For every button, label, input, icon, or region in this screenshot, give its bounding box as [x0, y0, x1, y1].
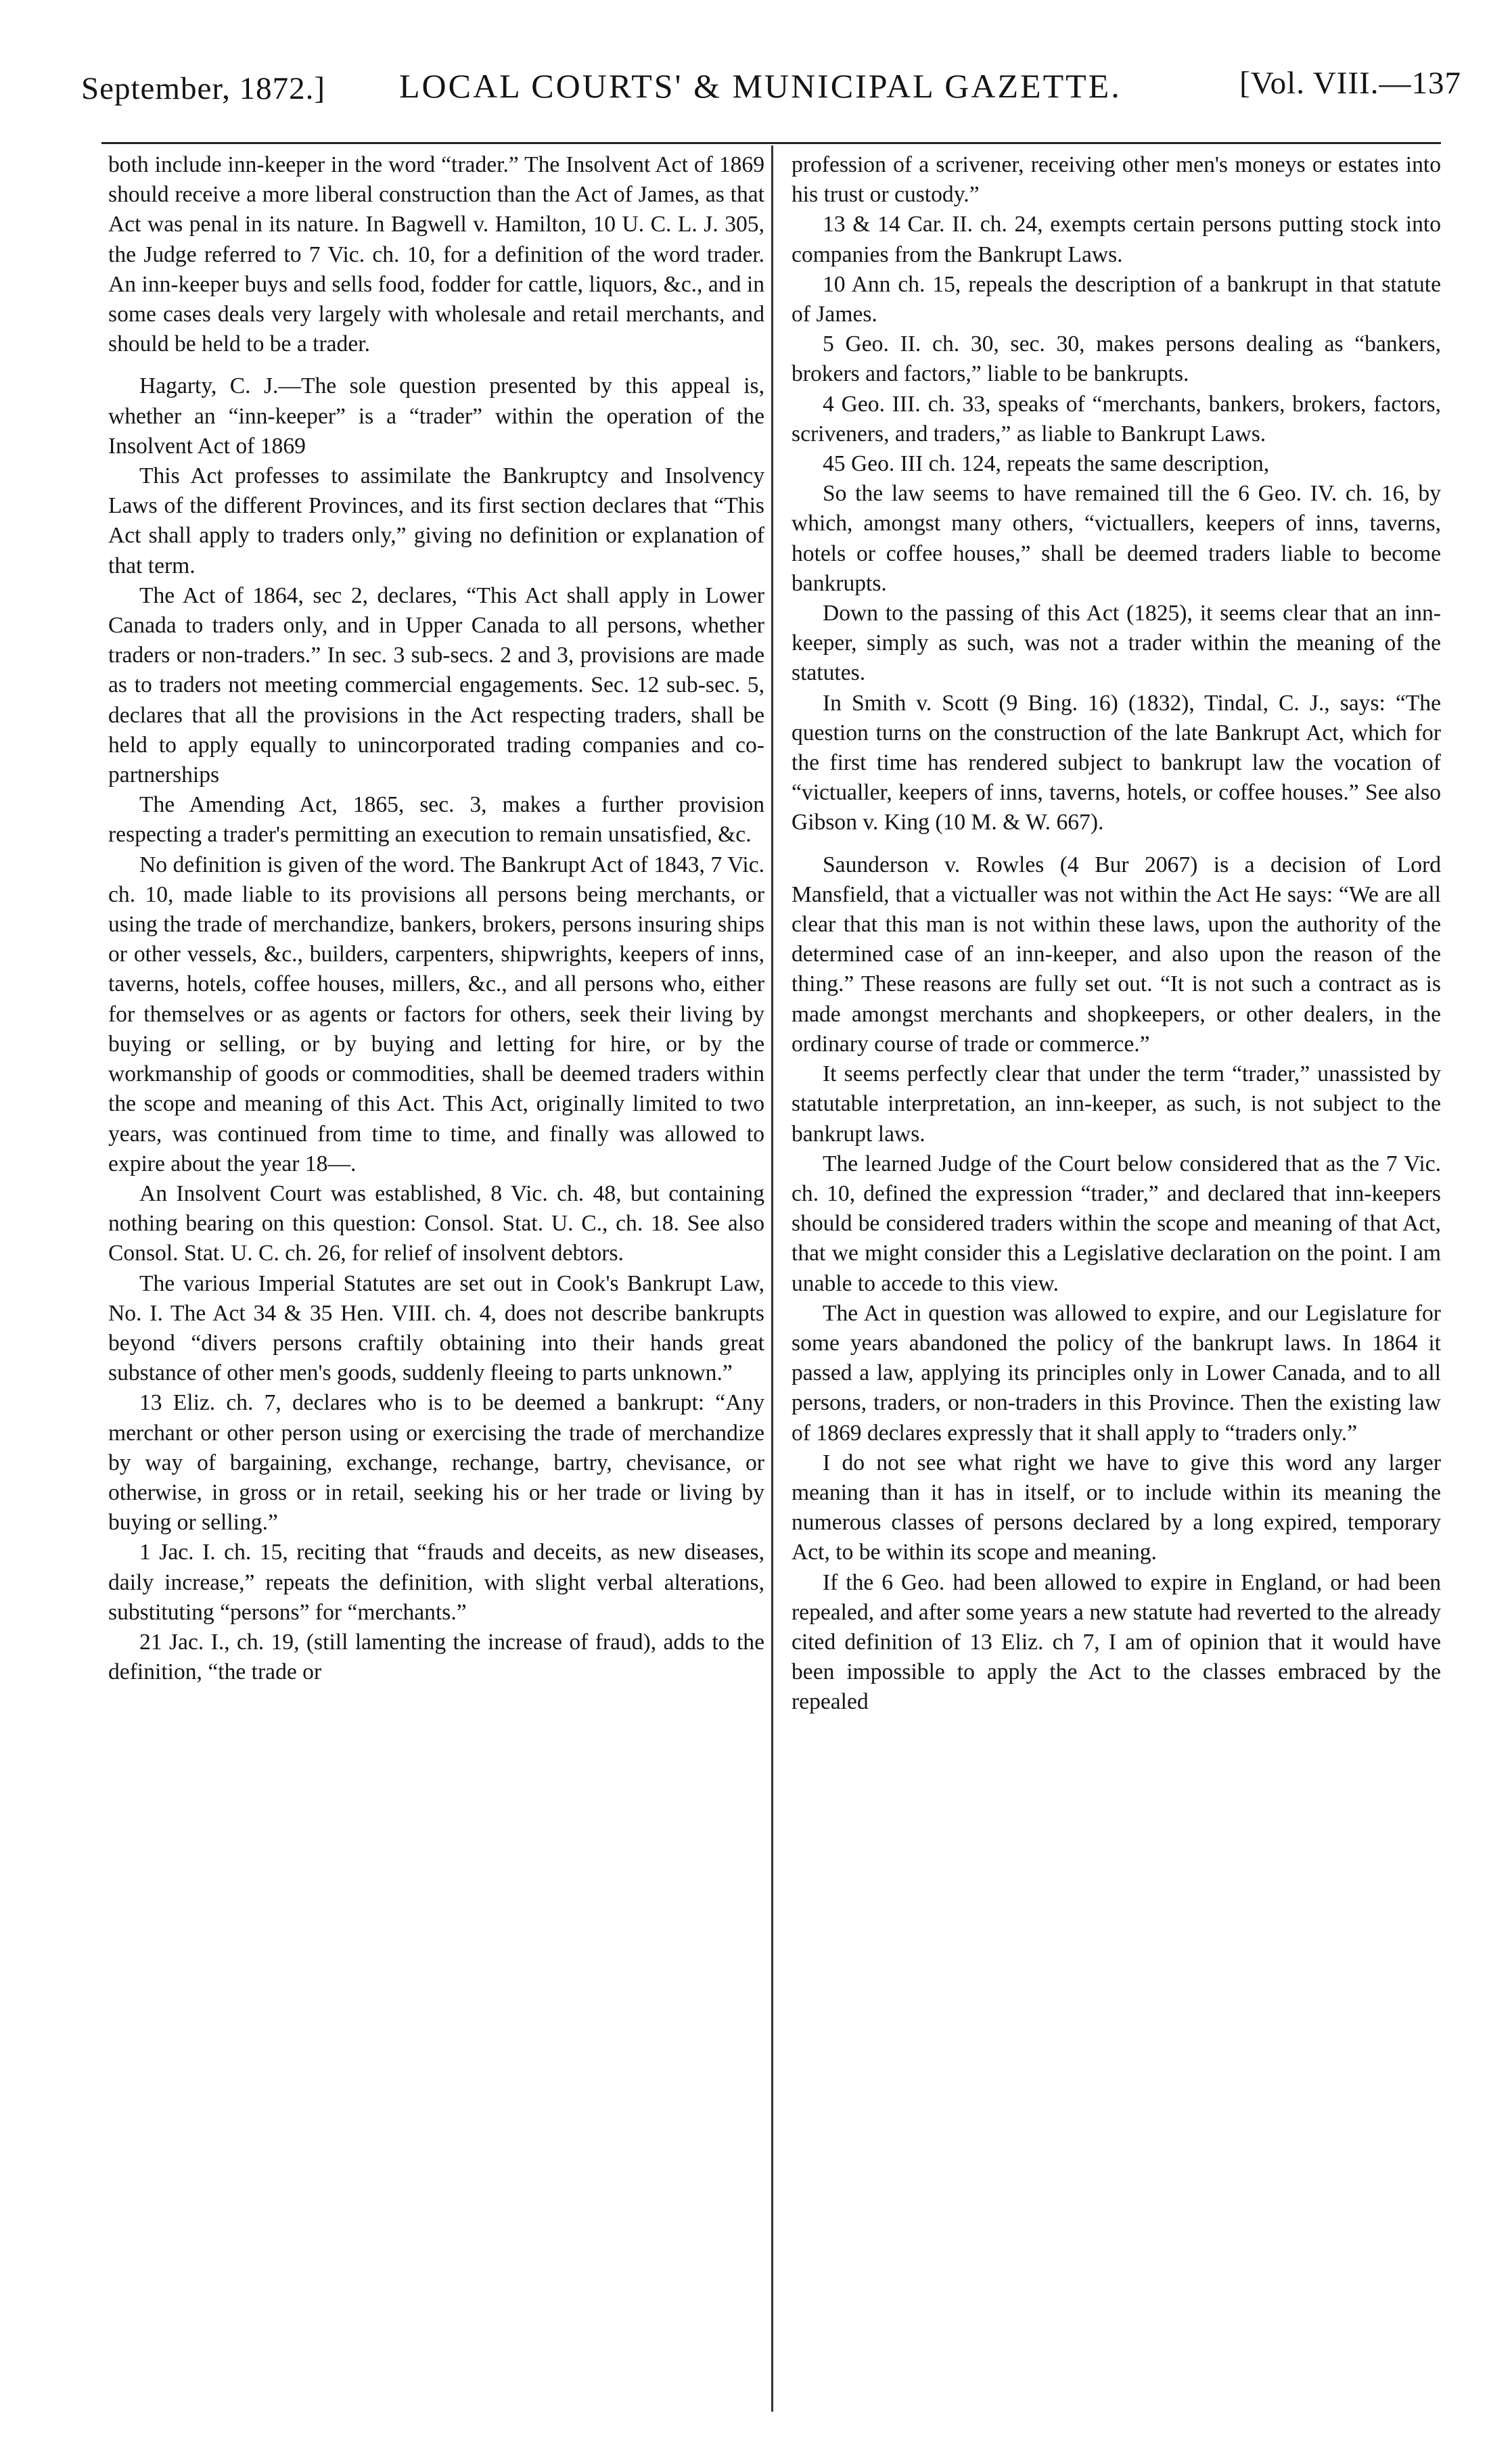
paragraph: I do not see what right we have to give this word any larger meaning than it has in itself, or to include within its meaning the numerous classes of persons declared by a long expired, temporary Act, to be within its scope and meaning.	[792, 1450, 1441, 1565]
paragraph: Saunderson v. Rowles (4 Bur 2067) is a decision of Lord Mansfield, that a victualler was not within the Act He says: “We are all clear that this man is not within these laws, upon the authority of the determined case of an inn-keeper, and also upon the reason of the thing.” These reasons are fully set out. “It is not such a contract as is made amongst merchants and shopkeepers, or other dealers, in the ordinary course of trade or commerce.”	[792, 852, 1441, 1057]
header-title: LOCAL COURTS' & MUNICIPAL GAZETTE.	[399, 67, 1122, 105]
paragraph: In Smith v. Scott (9 Bing. 16) (1832), Tindal, C. J., says: “The question turns on the construction of the late Bankrupt Act, which for the first time has rendered subject to bankrupt law the vocation of “victualler, keepers of inns, taverns, hotels, or coffee houses.” See also Gibson v. King (10 M. & W. 667).	[792, 690, 1441, 835]
paragraph: The learned Judge of the Court below considered that as the 7 Vic. ch. 10, defined the expression “trader,” and declared that inn-keepers should be considered traders within the scope and meaning of that Act, that we might consider this a Legislative declaration on the point. I am unable to accede to this view.	[792, 1151, 1441, 1296]
paragraph: This Act professes to assimilate the Bankruptcy and Insolvency Laws of the different Provinces, and its first section declares that “This Act shall apply to traders only,” giving no definition or explanation of that term.	[108, 463, 764, 578]
header-rule	[101, 142, 1441, 144]
paragraph: The Act of 1864, sec 2, declares, “This Act shall apply in Lower Canada to traders only, and in Upper Canada to all persons, whether traders or non-traders.” In sec. 3 sub-secs. 2 and 3, provisions are made as to traders not meeting commercial engagements. Sec. 12 sub-sec. 5, declares that all the provisions in the Act respecting traders, shall be held to apply equally to unincorporated trading companies and co-partnerships	[108, 582, 764, 788]
column-divider	[771, 145, 773, 2412]
header-volume: [Vol. VIII.—137	[1239, 66, 1461, 101]
paragraph: The Act in question was allowed to expire, and our Legislature for some years abandoned the policy of the bankrupt laws. In 1864 it passed a law, applying its principles only in Lower Canada, and to all persons, traders, or non-traders in this Province. Then the existing law of 1869 declares expressly that it shall apply to “traders only.”	[792, 1300, 1441, 1446]
paragraph: 5 Geo. II. ch. 30, sec. 30, makes persons dealing as “bankers, brokers and factors,” liable to be bankrupts.	[792, 331, 1441, 387]
paragraph: both include inn-keeper in the word “trader.” The Insolvent Act of 1869 should receive a more liberal construction than the Act of James, as that Act was penal in its nature. In Bagwell v. Hamilton, 10 U. C. L. J. 305, the Judge referred to 7 Vic. ch. 10, for a definition of the word trader. An inn-keeper buys and sells food, fodder for cattle, liquors, &c., and in some cases deals very largely with wholesale and retail merchants, and should be held to be a trader.	[108, 152, 764, 357]
paragraph: An Insolvent Court was established, 8 Vic. ch. 48, but containing nothing bearing on this question: Consol. Stat. U. C., ch. 18. See also Consol. Stat. U. C. ch. 26, for relief of insolvent debtors.	[108, 1180, 764, 1266]
paragraph: profession of a scrivener, receiving other men's moneys or estates into his trust or custody.”	[792, 152, 1441, 208]
paragraph: It seems perfectly clear that under the term “trader,” unassisted by statutable interpretation, an inn-keeper, as such, is not subject to the bankrupt laws.	[792, 1061, 1441, 1147]
header-date: September, 1872.]	[81, 71, 326, 106]
page-header	[81, 57, 1461, 118]
paragraph: 4 Geo. III. ch. 33, speaks of “merchants, bankers, brokers, factors, scriveners, and traders,” as liable to Bankrupt Laws.	[792, 391, 1441, 446]
paragraph: 10 Ann ch. 15, repeals the description of a bankrupt in that statute of James.	[792, 271, 1441, 327]
paragraph: 1 Jac. I. ch. 15, reciting that “frauds and deceits, as new diseases, daily increase,” repeats the definition, with slight verbal alterations, substituting “persons” for “merchants.”	[108, 1540, 764, 1625]
paragraph: So the law seems to have remained till the 6 Geo. IV. ch. 16, by which, amongst many others, “victuallers, keepers of inns, taverns, hotels or coffee houses,” shall be deemed traders liable to become bankrupts.	[792, 481, 1441, 596]
paragraph: The various Imperial Statutes are set out in Cook's Bankrupt Law, No. I. The Act 34 & 35 Hen. VIII. ch. 4, does not describe bankrupts beyond “divers persons craftily obtaining into their hands great substance of other men's goods, suddenly fleeing to parts unknown.”	[108, 1270, 764, 1386]
paragraph: The Amending Act, 1865, sec. 3, makes a further provision respecting a trader's permitting an execution to remain unsatisfied, &c.	[108, 792, 764, 848]
right-column	[792, 150, 1441, 1718]
paragraph: 13 Eliz. ch. 7, declares who is to be deemed a bankrupt: “Any merchant or other person using or exercising the trade of merchandize by way of bargaining, exchange, rechange, bartry, chevisance, or otherwise, in gross or in retail, seeking his or her trade or living by buying or selling.”	[108, 1390, 764, 1536]
paragraph: If the 6 Geo. had been allowed to expire in England, or had been repealed, and after some years a new statute had reverted to the already cited definition of 13 Eliz. ch 7, I am of opinion that it would have been impossible to apply the Act to the classes embraced by the repealed	[792, 1569, 1441, 1715]
paragraph: 45 Geo. III ch. 124, repeats the same description,	[823, 451, 1270, 477]
paragraph: 13 & 14 Car. II. ch. 24, exempts certain persons putting stock into companies from the Bankrupt Laws.	[792, 212, 1441, 267]
paragraph: Down to the passing of this Act (1825), it seems clear that an inn-keeper, simply as such, was not a trader within the meaning of the statutes.	[792, 601, 1441, 686]
paragraph: No definition is given of the word. The Bankrupt Act of 1843, 7 Vic. ch. 10, made liable to its provisions all persons being merchants, or using the trade of merchandize, bankers, brokers, persons insuring ships or other vessels, &c., builders, carpenters, shipwrights, keepers of inns, taverns, hotels, coffee houses, millers, &c., and all persons who, either for themselves or as agents or factors for others, seek their living by buying or selling, or by buying and letting for hire, or by the workmanship of goods or commodities, shall be deemed traders within the scope and meaning of this Act. This Act, originally limited to two years, was continued from time to time, and finally was allowed to expire about the year 18—.	[108, 852, 764, 1176]
paragraph: 21 Jac. I., ch. 19, (still lamenting the increase of fraud), adds to the definition, “the trade or	[108, 1629, 764, 1685]
paragraph: Hagarty, C. J.—The sole question presented by this appeal is, whether an “inn-keeper” is a “trader” within the operation of the Insolvent Act of 1869	[108, 373, 764, 459]
left-column	[108, 150, 764, 1687]
